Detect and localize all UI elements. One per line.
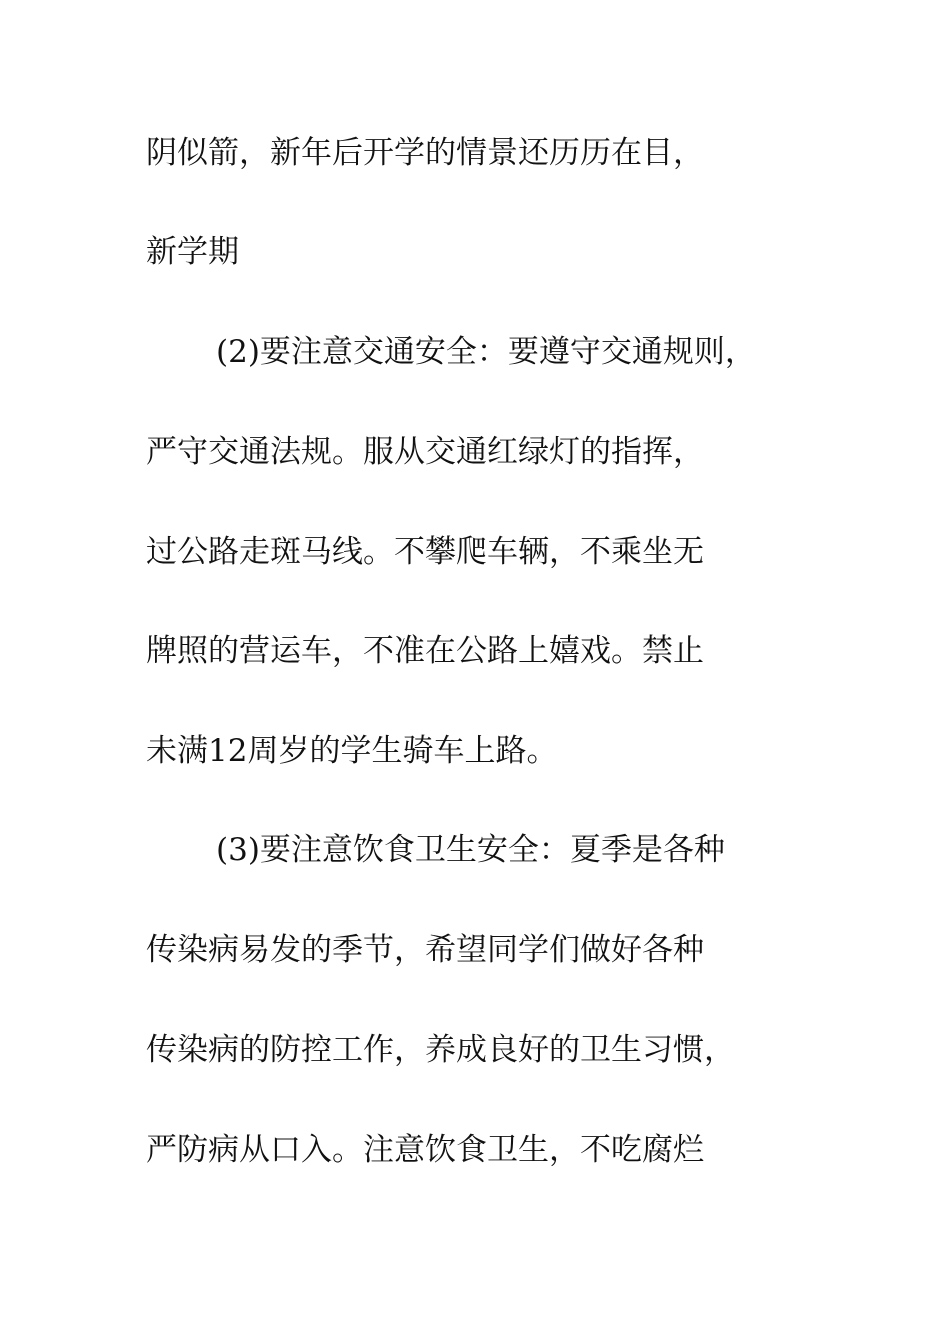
text-line-9: 传染病易发的季节，希望同学们做好各种 [146, 932, 704, 968]
text-line-6: 牌照的营运车，不准在公路上嬉戏。禁止 [146, 633, 704, 669]
paragraph-2-first-line: (2)要注意交通安全：要遵守交通规则， [216, 334, 756, 370]
text-line-5: 过公路走斑马线。不攀爬车辆，不乘坐无 [146, 534, 704, 570]
paragraph-3-first-line: (3)要注意饮食卫生安全：夏季是各种 [216, 832, 725, 868]
text-line-4: 严守交通法规。服从交通红绿灯的指挥， [146, 434, 704, 470]
text-line-11: 严防病从口入。注意饮食卫生，不吃腐烂 [146, 1132, 704, 1168]
text-line-1: 阴似箭，新年后开学的情景还历历在目， [146, 135, 704, 171]
text-line-10: 传染病的防控工作，养成良好的卫生习惯， [146, 1032, 735, 1068]
text-line-2: 新学期 [146, 234, 239, 270]
text-line-7: 未满12周岁的学生骑车上路。 [146, 733, 558, 769]
